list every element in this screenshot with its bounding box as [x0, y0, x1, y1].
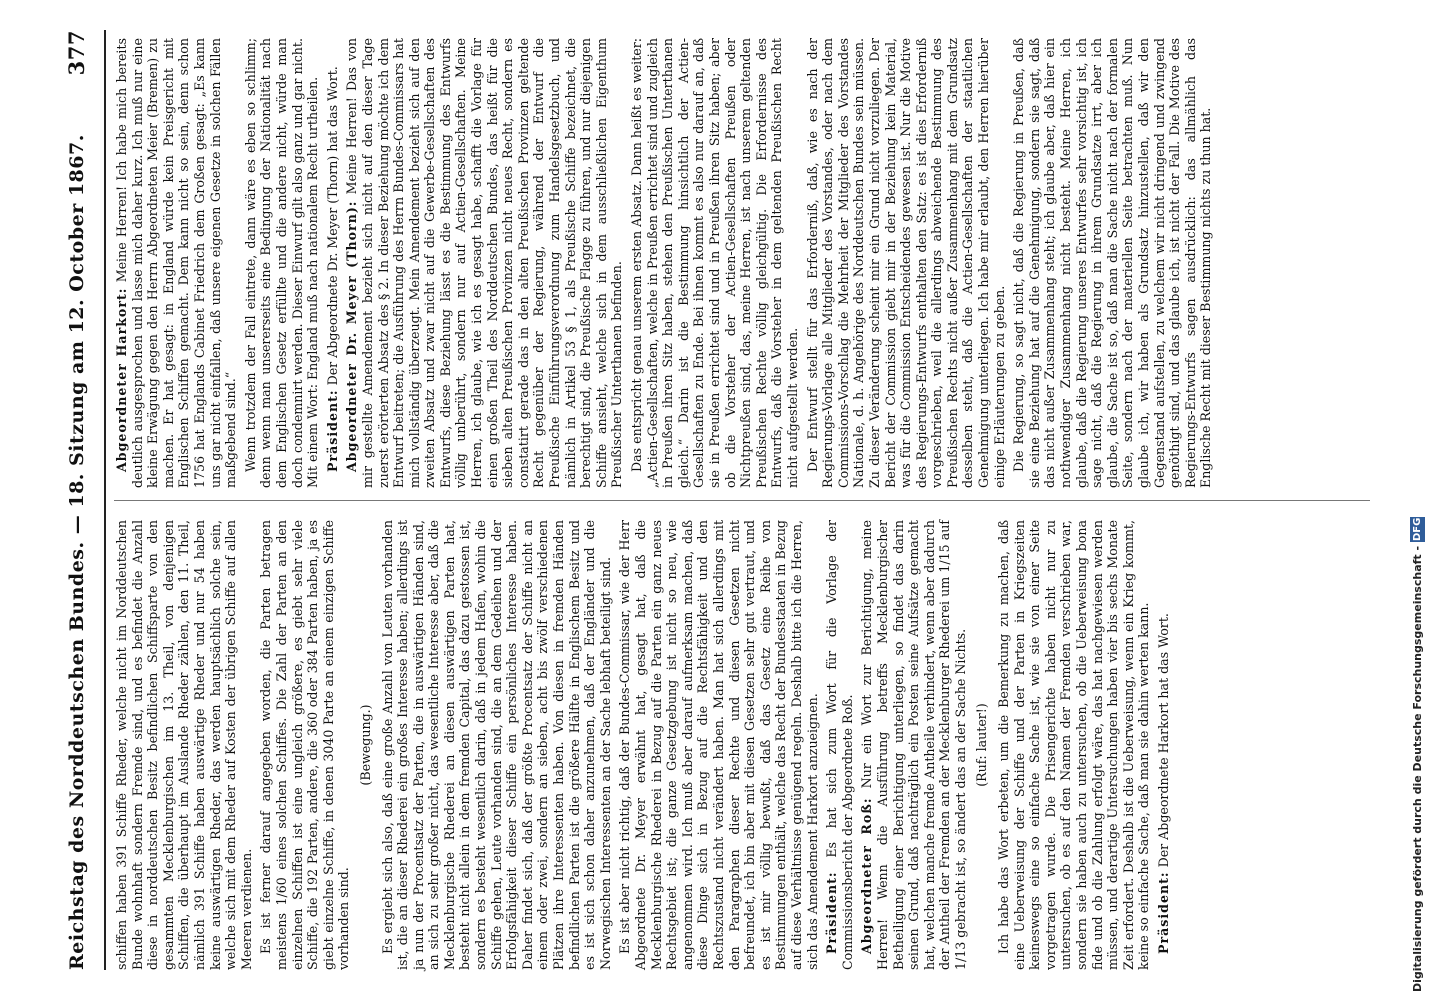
speaker-label: Abgeordneter Roß:	[859, 797, 875, 954]
page-number: 377	[64, 30, 89, 76]
paragraph: Es ist ferner darauf angegeben worden, die Parten betragen meistens 1/60 eines solchen Schiffes. Die Zahl der Parten an den einzelnen Schiffen ist eine ungleich größere, es giebt sehr viele Schiffe, die 192 Parten, andere, die 360 oder 384 Parten haben, ja es giebt einzelne Schiffe, in denen 3040 Parte an einem einzigen Schiffe vorhanden sind.	[258, 520, 352, 970]
speech-text: Nur ein Wort zur Berichtigung, meine Herren! Wenn die Ausführung betreffs Mecklenburgischer Betheiligung einer Berichtigung unterliegen, so findet das darin seinen Grund, daß nachträglich ein Posten seine Aufsätze gemacht hat, welchen manche fremde Antheile verhindert, wenn aber dadurch der Antheil der Fremden an der Mecklenburger Rhederei um 1/15 auf 1/13 gebracht ist, so ändert das an der Sache Nichts.	[859, 520, 968, 970]
paragraph: Das entspricht genau unserem ersten Absatz. Dann heißt es weiter: „Actien-Gesellschaften, welche in Preußen errichtet sind und zugleich in Preußen ihren Sitz haben, stehen den Preußischen Unterthanen gleich.“ Darin ist die Bestimmung hinsichtlich der Actien-Gesellschaften zu Ende. Bei ihnen kommt es also nur darauf an, daß sie in Preußen errichtet sind und in Preußen ihren Sitz haben; aber ob die Vorsteher der Actien-Gesellschaften Preußen oder Nichtpreußen sind, das, meine Herren, ist nach unserem geltenden Preußischen Rechte völlig gleichgültig. Die Erfordernisse des Entwurfs, daß die Vorsteher in dem geltenden Preußischen Recht nicht aufgestellt werden.	[629, 38, 800, 488]
header-rule	[104, 30, 106, 970]
speech-president-1	[824, 520, 855, 970]
right-column	[114, 38, 1370, 488]
paragraph: Die Regierung, so sagt nicht, daß die Regierung in Preußen, daß sie eine Beziehung hat auf die Genehmigung, sondern sie sagt, daß das nicht außer Zusammenhang steht; ich glaube aber, daß hier ein nothwendiger Zusammenhang nicht besteht. Meine Herren, ich glaube, daß die Regierung unseres Entwurfes sehr vorsichtig ist, ich sage nicht, daß die Regierung in ihrem Grundsatze irrt, aber ich glaube, die Sache ist so, daß man die Sache nicht nach der formalen Seite, sondern nach der materiellen Seite betrachten muß. Nun glaube ich, wir haben als Grundsatz hinzustellen, daß wir den Gegenstand aufstellen, zu welchem wir nicht dringend und zwingend genöthigt sind, und das glaube ich, ist nicht der Fall. Die Motive des Regierungs-Entwurfs sagen ausdrücklich: das allmählich das Englische Recht mit dieser Bestimmung nichts zu thun hat.	[1011, 38, 1214, 488]
speech-text: Der Abgeordnete Harkort hat das Wort.	[1156, 613, 1171, 868]
interjection: (Ruf: lauter!)	[974, 703, 990, 787]
speaker-label: Präsident:	[1156, 871, 1171, 954]
page-header	[60, 30, 100, 970]
speech-harkort	[114, 38, 239, 488]
speaker-label: Abgeordneter Harkort:	[114, 287, 129, 472]
speech-president	[325, 38, 341, 488]
running-title: Reichstag des Norddeutschen Bundes. — 18. Sitzung am 12. October 1867.	[66, 134, 88, 970]
paragraph: Der Entwurf stellt für das Erforderniß, daß, wie es nach der Regierungs-Vorlage alle Mitglieder des Vorstandes, oder nach dem Commissions-Vorschlag die Mehrheit der Mitglieder des Vorstandes Nationale, d. h. Angehörige des Norddeutschen Bundes sein müssen. Zu dieser Veränderung scheint mir ein Grund nicht vorzuliegen. Der Bericht der Commission giebt mir in der Beziehung kein Material, was für die Commission Entscheidendes gewesen ist. Nur die Motive des Regierungs-Entwurfs enthalten den Satz: es ist dies Erforderniß vorgeschrieben, weil die allerdings abweichende Bestimmung des Preußischen Rechts nicht außer Zusammenhang mit dem Grundsatz desselben steht, daß die Actien-Gesellschaften der staatlichen Genehmigung unterliegen. Ich habe mir erlaubt, den Herren hierüber einige Erläuterungen zu geben.	[804, 38, 1007, 488]
speech-meyer	[344, 38, 625, 488]
paragraph: schiffen haben 391 Schiffe Rheder, welche nicht im Norddeutschen Bunde wohnhaft sondern Fremde sind, und es befindet die Anzahl diese in norddeutschen Besitz befindlichen Schiffsparte von den gesammten Mecklenburgischen im 13. Theil, von denjenigen Schiffen, die überhaupt im Auslande Rheder zählen, den 11. Theil, nämlich 391 Schiffe haben auswärtige Rheder und nur 54 haben keine auswärtigen Rheder, das werden hauptsächlich solche sein, welche sich mit dem Rheder auf Kosten der übrigen Schiffe auf allen Meeren verdienen.	[114, 520, 254, 970]
speech-ross	[859, 520, 968, 970]
speech-text: Es hat sich zum Wort für die Vorlage der Commissionsbericht der Abgeordnete Roß.	[824, 520, 855, 970]
digitization-note	[1410, 8, 1428, 992]
speaker-label: Präsident:	[324, 389, 340, 472]
paragraph: Ich habe das Wort erbeten, um die Bemerkung zu machen, daß eine Ueberweisung der Schiffe und der Parten in Kriegszeiten keineswegs eine so einfache Sache ist, wie sie von einer Seite vorgetragen wurde. Die Prisengerichte haben nicht nur zu untersuchen, ob es auf den Namen der Fremden verschrieben war, sondern sie haben auch zu untersuchen, ob die Ueberweisung bona fide und ob die Zahlung erfolgt wäre, das hat nachgewiesen werden müssen, und derartige Untersuchungen haben vier bis sechs Monate Zeit erfordert. Deshalb ist die Ueberweisung, wenn ein Krieg kommt, keine so einfache Sache, daß man sie dahin werten kann.	[996, 520, 1152, 970]
paragraph: Wenn trotzdem der Fall eintrete, dann wäre es eben so schlimm; denn wenn man unsererseits eine Bedingung der Nationalität nach dem Englischen Gesetz erfüllte und die andere nicht, würde man doch condemnirt werden. Dieser Einwurf gilt also ganz und gar nicht. Mit einem Wort: England muß nach nationalem Recht urtheilen.	[242, 38, 321, 488]
left-column	[114, 520, 1370, 970]
speaker-label: Präsident:	[824, 871, 840, 954]
paragraph: Es ergiebt sich also, daß eine große Anzahl von Leuten vorhanden ist, die an dieser Rhederei ein großes Interesse haben; allerdings ist ja nun der Procentsatz der Parten, die in auswärtigen Händen sind, an sich zu sehr großer nicht, das wesentliche Interesse aber, daß die Mecklenburgische Rhederei an diesen auswärtigen Parten hat, besteht nicht allein in dem fremden Capital, das dazu gestossen ist, sondern es besteht wesentlich darin, daß in jedem Hafen, wohin die Schiffe gehen, Leute vorhanden sind, die an dem Gedeihen und der Erfolgsfähigkeit dieser Schiffe ein persönliches Interesse haben. Daher findet sich, daß der größte Procentsatz der Schiffe nicht an einem oder zwei, sondern an sieben, acht bis zwölf verschiedenen Plätzen ihre Interessenten haben. Von diesen in fremden Händen befindlichen Parten ist die größere Hälfte in Englischem Besitz und es ist sich schon daher anzunehmen, daß der Engländer und die Norwegischen Interessenten an der Sache lebhaft beteiligt sind.	[379, 520, 613, 970]
speech-text: Meine Herren! Das von mir gestellte Amendement bezieht sich nicht auf den dieser Tage zuerst erörterten Absatz des § 2. In dieser Beziehung möchte ich dem Entwurf beitreten; die Ausführung des Herrn Bundes-Commissars hat mich vollständig überzeugt. Mein Amendement bezieht sich auf den zweiten Absatz und zwar nicht auf die Gewerbe-Gesellschaften des Entwurfs, diese Beziehung lässt es die Bestimmung des Entwurfs völlig unberührt, sondern nur auf Actien-Gesellschaften. Meine Herren, ich glaube, wie ich es gesagt habe, schafft die Vorlage für einen großen Theil des Norddeutschen Bundes, das heißt für die sieben alten Preußischen Provinzen nicht neues Recht, sondern es constatirt gerade das in den alten Preußischen Provinzen geltende Recht gegenüber der Regierung, während der Entwurf die Preußische Einführungsverordnung zum Handelsgesetzbuch, und nämlich in Artikel 53 § 1, als Preußische Schiffe bezeichnet, die berechtigt sind, die Preußische Flagge zu führen, und nur diejenigen Schiffe ansieht, welche sich in dem ausschließlichen Eigenthum Preußischer Unterthanen befinden.	[344, 38, 625, 488]
speaker-label: Abgeordneter Dr. Meyer (Thorn):	[344, 200, 360, 472]
rotated-page	[20, 10, 1400, 990]
paragraph: Es ist aber nicht richtig, daß der Bundes-Commissar, wie der Herr Abgeordnete Dr. Meyer erwähnt hat, gesagt hat, daß die Mecklenburgische Rhederei in Bezug auf die Parten ein ganz neues Rechtsgebiet ist; die ganze Gesetzgebung ist nicht so neu, wie angenommen wird. Ich muß aber darauf aufmerksam machen, daß diese Dinge sich in Bezug auf die Rechtsfähigkeit und den Rechtszustand nicht verändert haben. Man hat sich allerdings mit den Paragraphen dieser Rechte und diesen Gesetzen nicht befreundet, ich bin aber mit diesen Gesetzen sehr gut vertraut, und es ist mir völlig bewußt, daß das Gesetz eine Reihe von Bestimmungen enthält, welche das Recht der Bundesstaaten in Bezug auf diese Verhältnisse genügend regeln. Deshalb bitte ich die Herren, sich das Amendement Harkort anzueignen.	[617, 520, 820, 970]
digitization-text: Digitalisierung gefördert durch die Deutsche Forschungsgemeinschaft -	[1411, 542, 1424, 992]
speech-text: Meine Herren! Ich habe mich bereits deutlich ausgesprochen und lasse mich daher kurz. Ich muß nur eine kleine Erwägung gegen den Herrn Abgeordneten Meier (Bremen) zu machen. Er hat gesagt: in England würde kein Preisgericht mit Englischen Schiffen gemacht. Dem kann nicht so sein, denn schon 1756 hat Englands Cabinet Friedrich dem Großen gesagt: „Es kann uns gar nicht einfallen, daß unsere eigenen Gesetze in solchen Fällen maßgebend sind.“	[114, 38, 239, 488]
dfg-logo: DFG	[1412, 517, 1423, 542]
interjection: (Bewegung.)	[357, 704, 373, 786]
speech-text: Der Abgeordnete Dr. Meyer (Thorn) hat das Wort.	[324, 66, 340, 386]
speech-president-2	[1156, 520, 1172, 970]
column-divider	[114, 500, 1370, 501]
